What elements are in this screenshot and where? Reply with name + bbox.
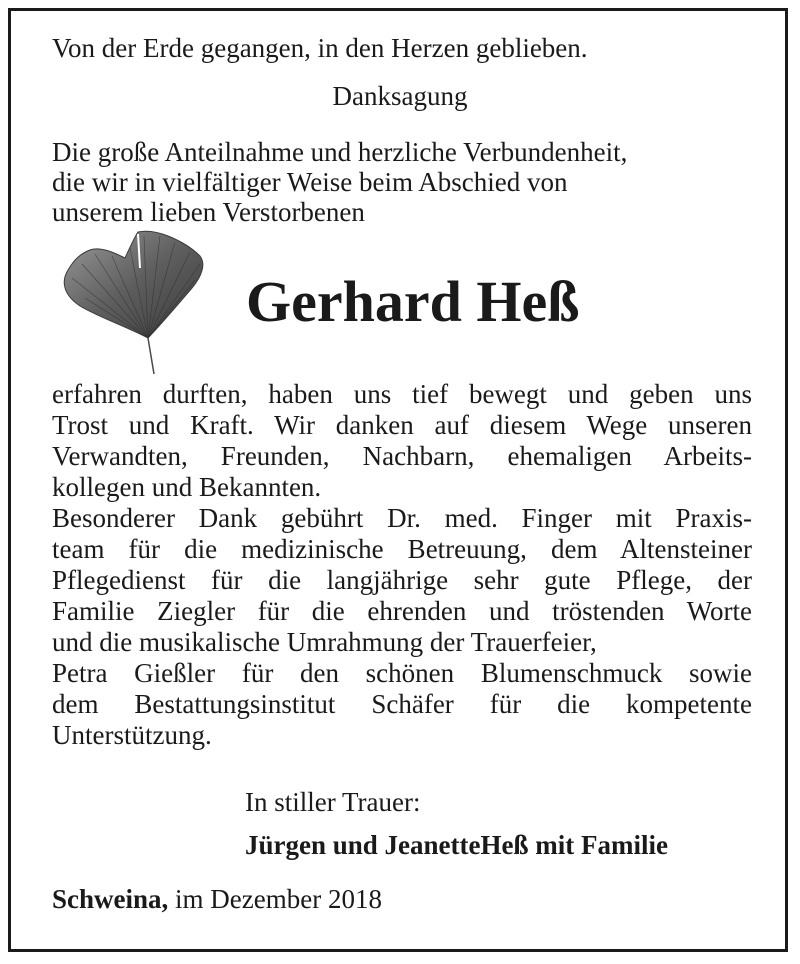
body-line: erfahren durften, haben uns tief bewegt und geben uns	[52, 379, 752, 409]
body-line: Pflegedienst für die langjährige sehr gute Pflege, der	[52, 565, 752, 595]
body-line: dem Bestattungsinstitut Schäfer für die kompetente	[52, 689, 752, 719]
mourning-line: In stiller Trauer:	[245, 787, 421, 817]
body-line: Petra Gießler für den schönen Blumenschmuck sowie	[52, 658, 752, 688]
intro-text	[52, 137, 627, 227]
body-line: Besonderer Dank gebührt Dr. med. Finger mit Praxis-	[52, 503, 752, 533]
date-text: im Dezember 2018	[175, 884, 382, 914]
place-date	[52, 884, 382, 914]
intro-line: die wir in vielfältiger Weise beim Abschied von	[52, 167, 568, 197]
body-line: Familie Ziegler für die ehrenden und tröstenden Worte	[52, 596, 752, 626]
body-line: Trost und Kraft. Wir danken auf diesem Wege unseren	[52, 410, 752, 440]
intro-line: Die große Anteilnahme und herzliche Verbundenheit,	[52, 137, 628, 167]
intro-line: unserem lieben Verstorbenen	[52, 197, 365, 227]
body-line: team für die medizinische Betreuung, dem Altensteiner	[52, 534, 752, 564]
body-line: Verwandten, Freunden, Nachbarn, ehemaligen Arbeits-	[52, 441, 752, 471]
body-text	[52, 379, 752, 751]
motto: Von der Erde gegangen, in den Herzen geblieben.	[52, 33, 588, 63]
family-signature: Jürgen und JeanetteHeß mit Familie	[245, 830, 668, 860]
place-name: Schweina,	[52, 884, 169, 914]
body-line: kollegen und Bekannten.	[52, 472, 322, 502]
deceased-name: Gerhard Heß	[246, 269, 580, 334]
notice-title: Danksagung	[332, 81, 468, 111]
ginkgo-leaf-icon	[60, 228, 210, 376]
body-line: Unterstützung.	[52, 720, 212, 750]
body-line: und die musikalische Umrahmung der Trauerfeier,	[52, 627, 597, 657]
